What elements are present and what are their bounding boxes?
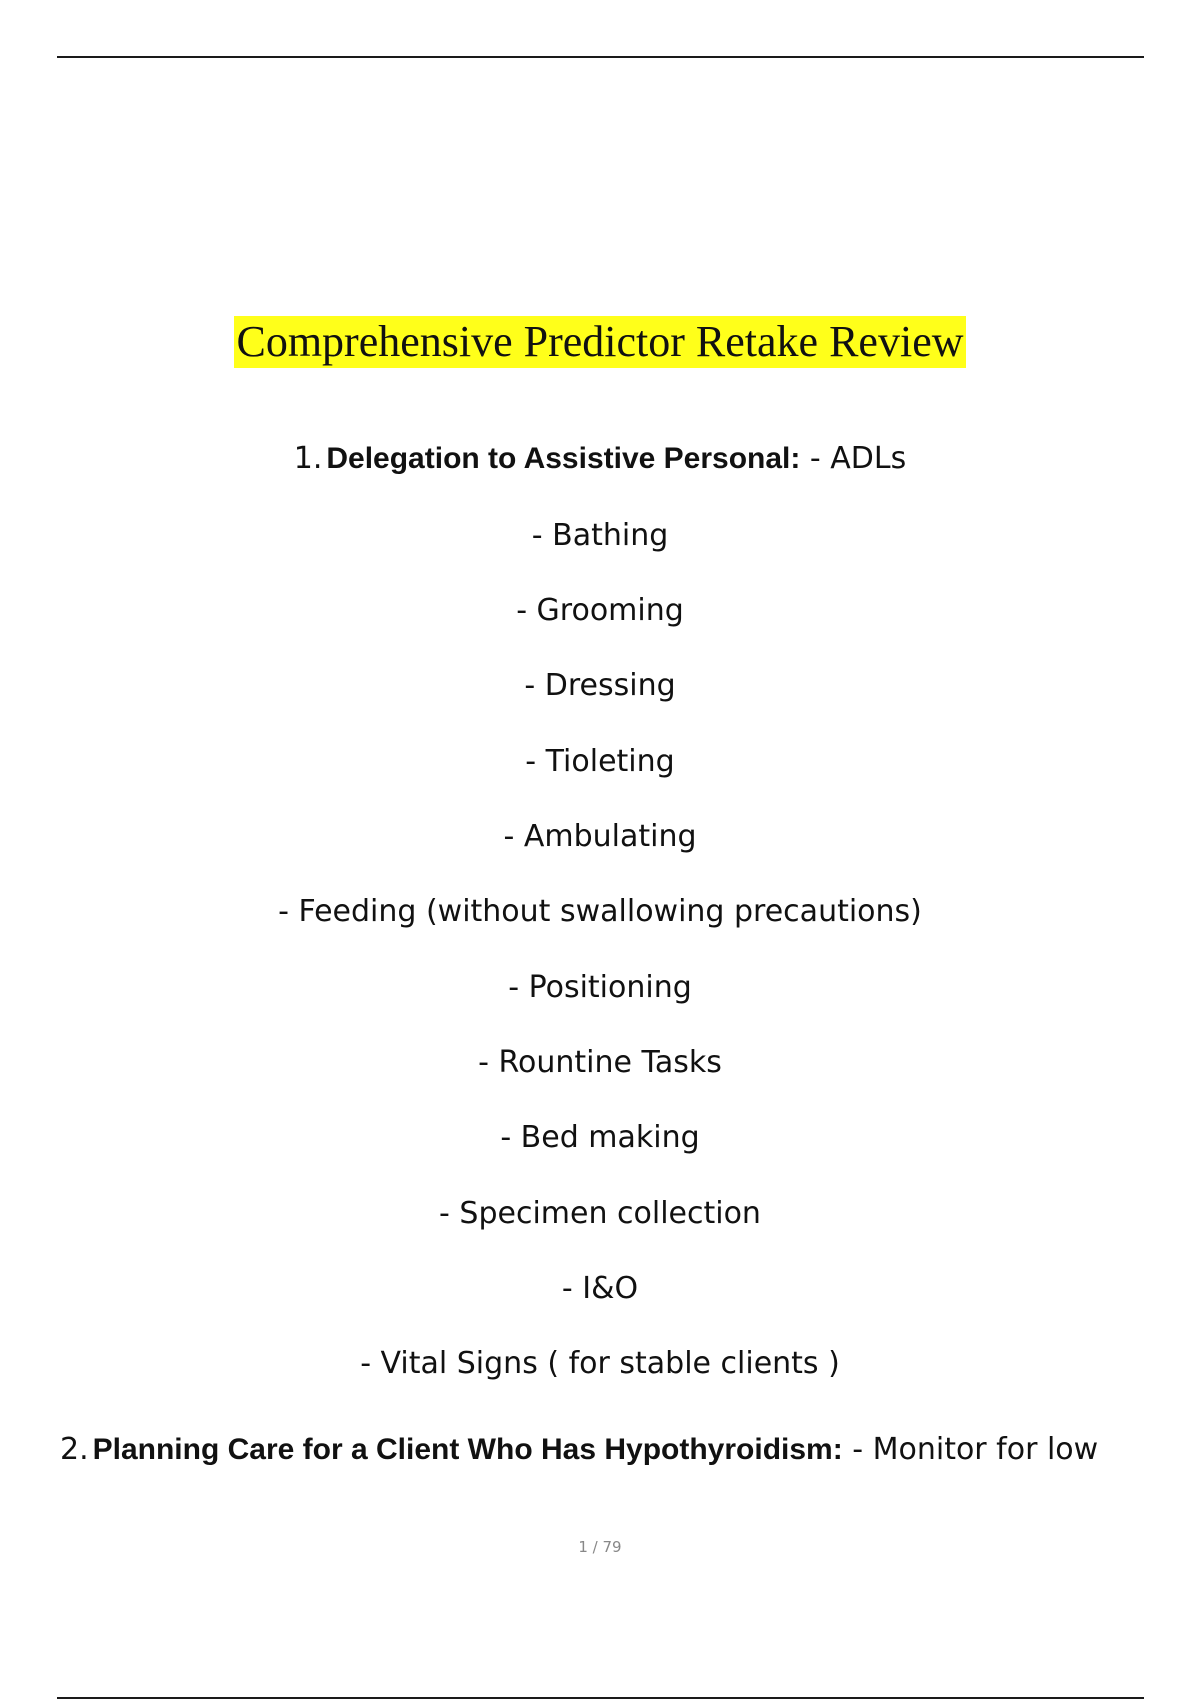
list-item-tioleting: - Tioleting	[525, 744, 675, 779]
top-rule	[57, 56, 1144, 58]
question-1-number: 1.	[293, 441, 323, 476]
list-item-io: - I&O	[561, 1271, 639, 1306]
list-item-ambulating: - Ambulating	[503, 819, 697, 854]
title-container	[0, 316, 1200, 368]
list-item-bed-making: - Bed making	[500, 1120, 700, 1155]
question-2-first-text: - Monitor for low	[842, 1432, 1099, 1467]
list-item-feeding: - Feeding (without swallowing precautions)	[278, 894, 922, 929]
question-2-heading: Planning Care for a Client Who Has Hypothyroidism:	[92, 1433, 843, 1466]
list-item-specimen-collection: - Specimen collection	[439, 1196, 761, 1231]
list-item-dressing: - Dressing	[524, 668, 676, 703]
list-item-vital-signs: - Vital Signs ( for stable clients )	[360, 1346, 840, 1381]
question-1	[0, 441, 1200, 477]
question-2-number: 2.	[60, 1432, 89, 1467]
page-indicator: 1 / 79	[578, 1538, 622, 1556]
list-item-positioning: - Positioning	[508, 970, 692, 1005]
question-2	[60, 1432, 1190, 1468]
list-item-bathing: - Bathing	[531, 518, 669, 553]
list-item-grooming: - Grooming	[516, 593, 684, 628]
bottom-rule	[57, 1697, 1144, 1699]
document-title: Comprehensive Predictor Retake Review	[236, 317, 964, 366]
list-item-routine-tasks: - Rountine Tasks	[478, 1045, 722, 1080]
question-1-heading: Delegation to Assistive Personal:	[326, 442, 801, 475]
question-1-first-text: - ADLs	[800, 441, 907, 476]
